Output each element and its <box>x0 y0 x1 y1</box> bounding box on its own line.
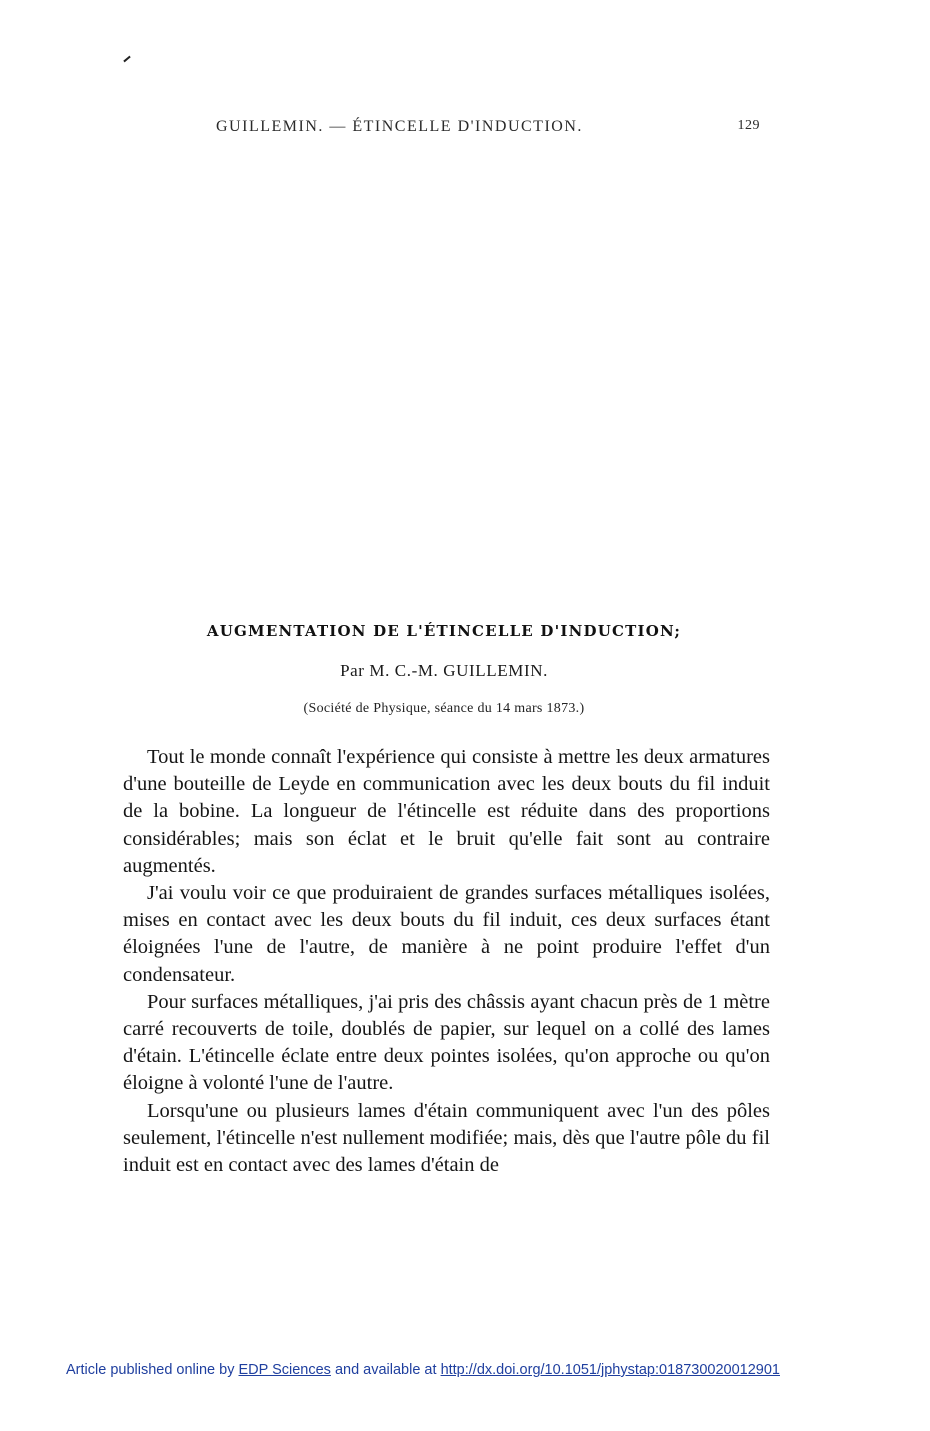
body-paragraph: Pour surfaces métalliques, j'ai pris des châssis ayant chacun près de 1 mètre carré recouverts de toile, doublés de papier, sur lequel on a collé des lames d'étain. L'étincelle éclate entre deux pointes isolées, qu'on approche ou qu'on éloigne à volonté l'une de l'autre. <box>123 990 770 1095</box>
body-paragraph: Tout le monde connaît l'expérience qui consiste à mettre les deux armatures d'une bouteille de Leyde en communication avec les deux bouts du fil induit de la bobine. La longueur de l'étincelle est réduite dans des proportions considérables; mais son éclat et le bruit qu'elle fait sont au contraire augmentés. <box>123 746 770 877</box>
footer-middle: and available at <box>330 1362 441 1378</box>
stray-mark <box>123 56 130 63</box>
footer-prefix: Article published online by <box>66 1362 239 1378</box>
article-body <box>123 744 770 1179</box>
article-title: AUGMENTATION DE L'ÉTINCELLE D'INDUCTION; <box>206 622 682 640</box>
publisher-link[interactable]: EDP Sciences <box>238 1362 331 1378</box>
doi-link[interactable]: http://dx.doi.org/10.1051/jphystap:018730020012901 <box>440 1362 780 1378</box>
body-paragraph: J'ai voulu voir ce que produiraient de grandes surfaces métalliques isolées, mises en contact avec les deux bouts du fil induit, ces deux surfaces étant éloignées l'une de l'autre, de manière à ne point produire l'effet d'un condensateur. <box>123 882 770 986</box>
article-session-note: (Société de Physique, séance du 14 mars 1873.) <box>303 701 585 716</box>
body-paragraph: Lorsqu'une ou plusieurs lames d'étain communiquent avec l'un des pôles seulement, l'étincelle n'est nullement modifiée; mais, dès que l'autre pôle du fil induit est en contact avec des lames d'étain de <box>123 1099 770 1177</box>
running-head-title: GUILLEMIN. — ÉTINCELLE D'INDUCTION. <box>216 118 583 135</box>
running-head <box>216 118 764 140</box>
publication-footer <box>66 1362 906 1378</box>
article-author: Par M. C.-M. GUILLEMIN. <box>340 661 548 680</box>
page-number: 129 <box>737 118 760 133</box>
